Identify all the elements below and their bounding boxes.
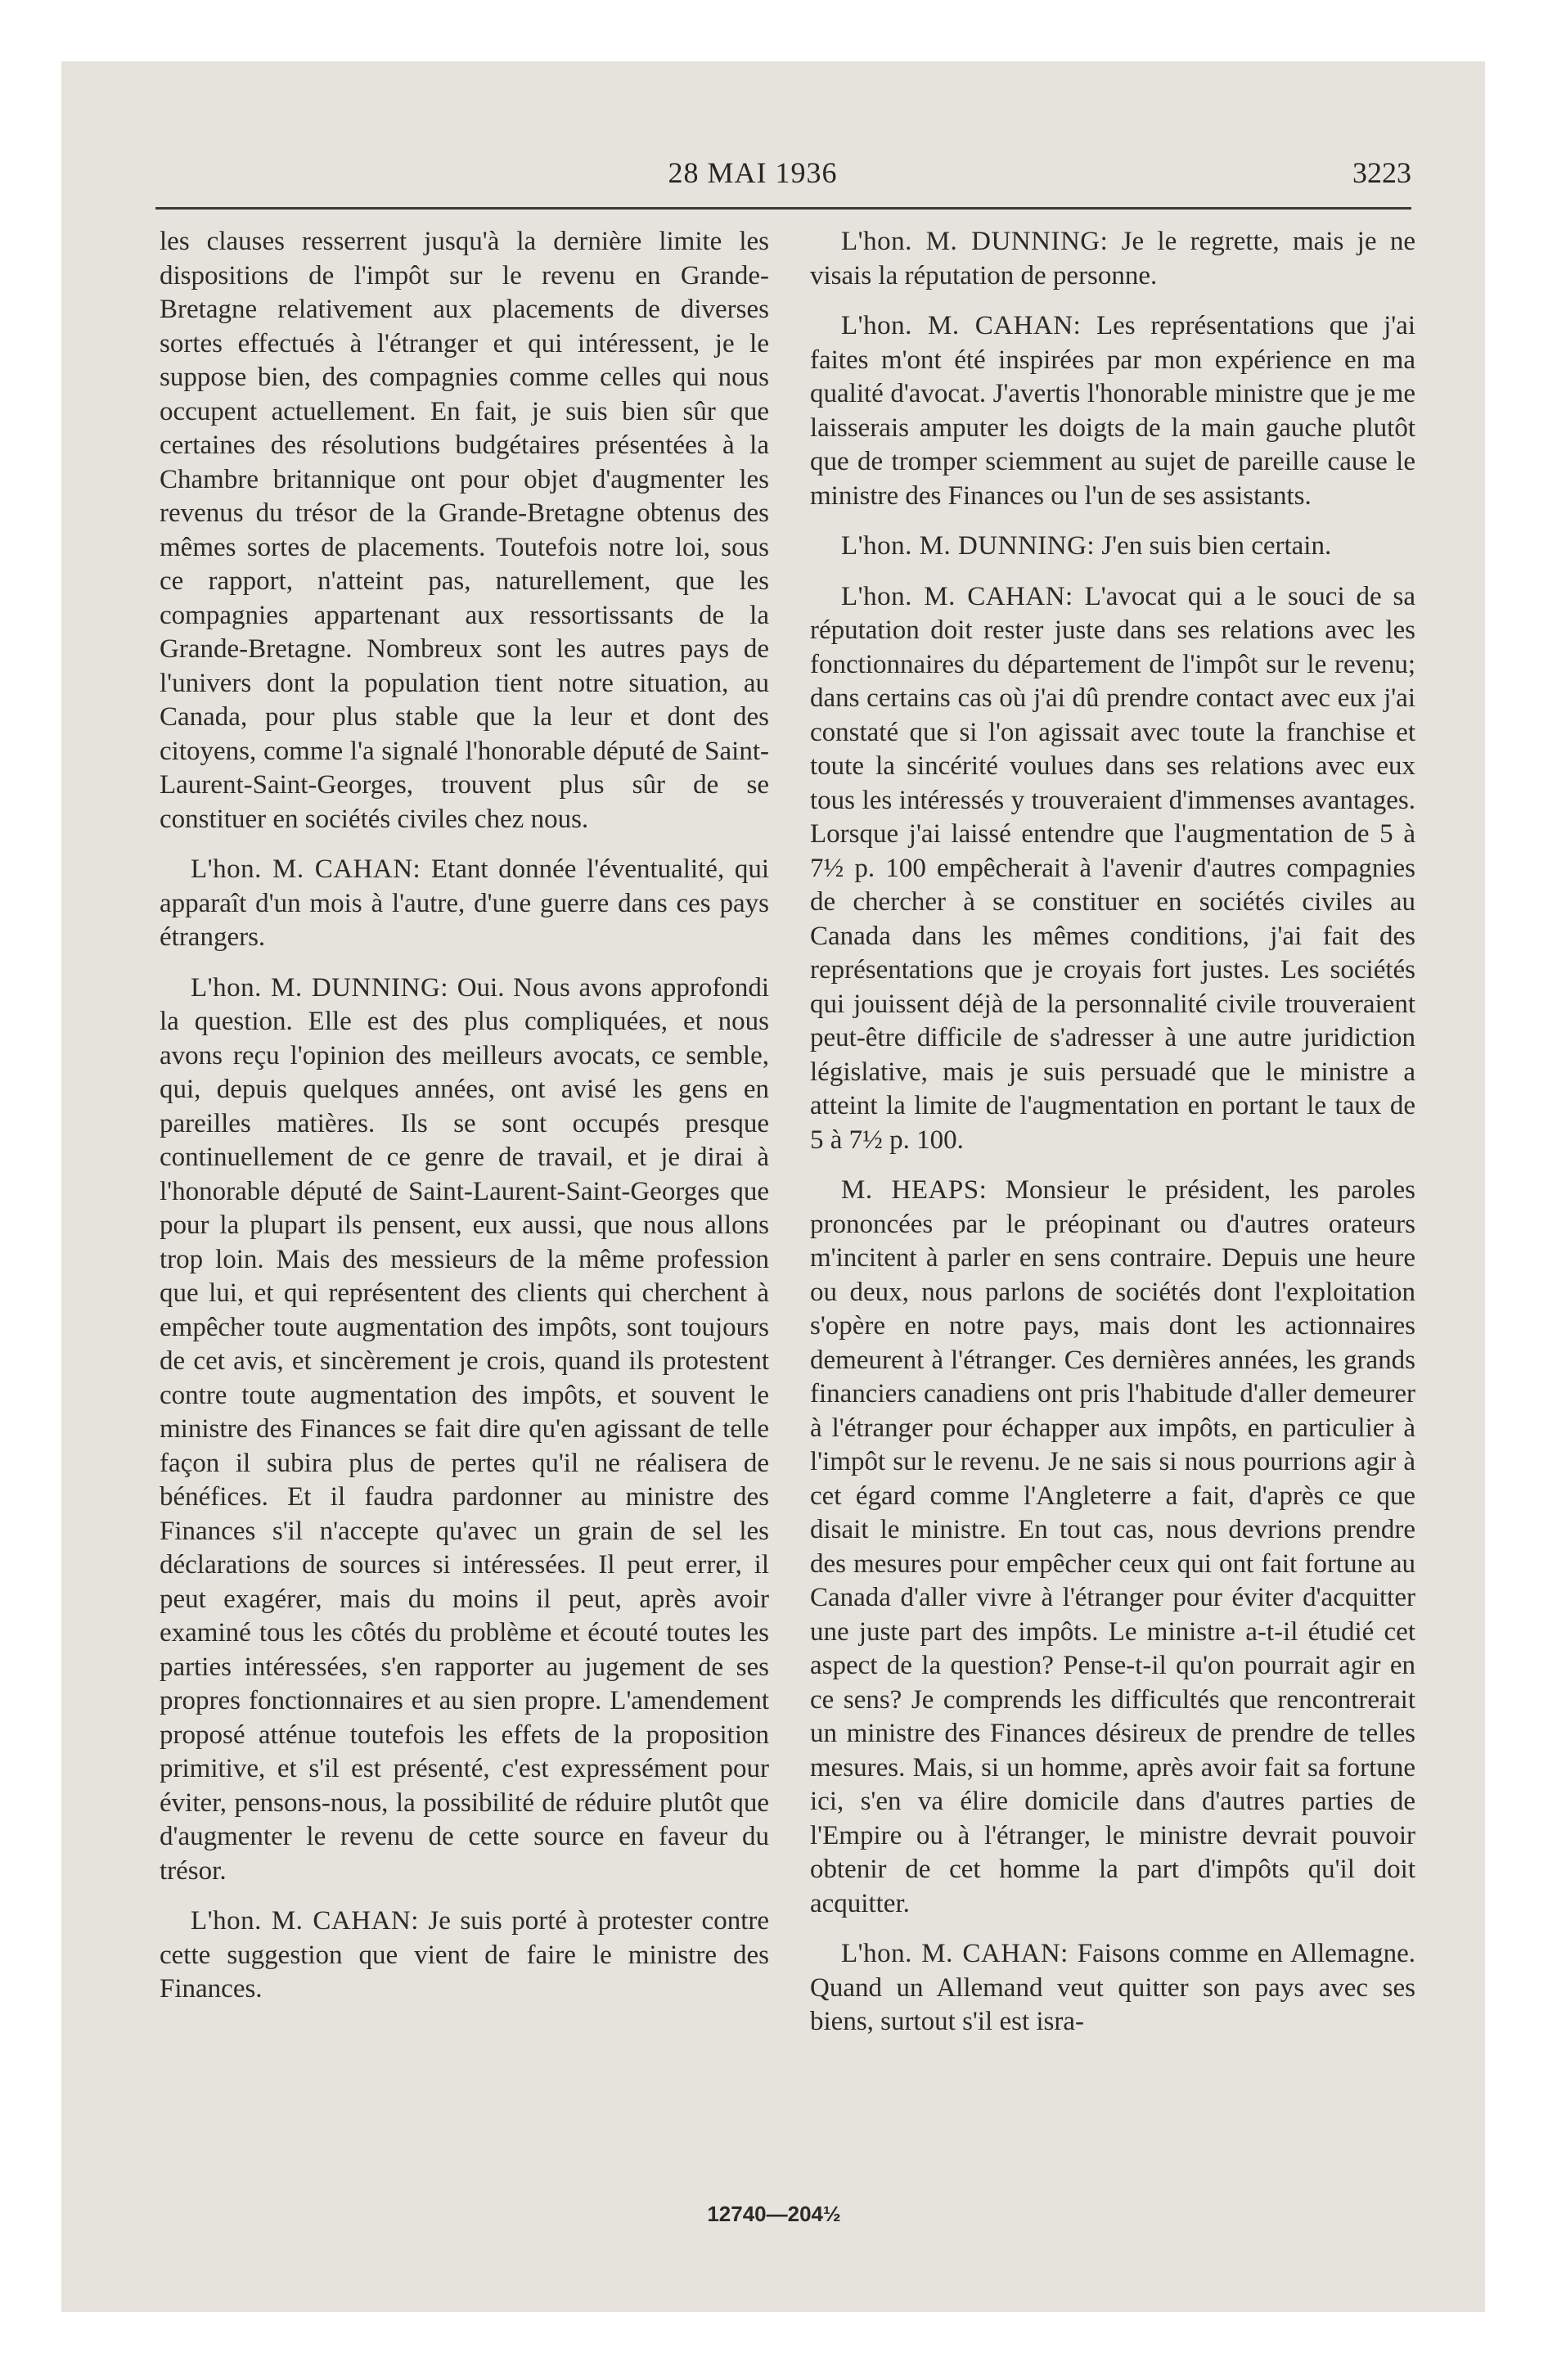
speech-text: Les représentations que j'ai faites m'ont été inspirées par mon expérience en ma qualité d'avocat. J'avertis l'honorable ministre que je me laisserais amputer les doigts de la main gauche plutôt que de tromper sciemment au sujet de pareille cause le ministre des Finances ou l'un de ses assistants. <box>810 311 1416 511</box>
paragraph <box>810 1174 1415 1921</box>
speaker-name: L'hon. M. CAHAN: <box>191 1906 419 1936</box>
speech-text: Monsieur le président, les paroles prononcées par le préopinant ou d'autres orateurs m'incitent à parler en sens contraire. Depuis une heure ou deux, nous parlons de sociétés dont l'exploitation s'opère en notre pays, mais dont les actionnaires demeurent à l'étranger. Ces dernières années, les grands financiers canadiens ont pris l'habitude d'aller demeurer à l'étranger pour échapper aux impôts, en particulier à l'impôt sur le revenu. Je ne sais si nous pourrions agir à cet égard comme l'Angleterre a fait, d'après ce que disait le ministre. En tout cas, nous devrions prendre des mesures pour empêcher ceux qui ont fait fortune au Canada d'aller vivre à l'étranger pour éviter d'acquitter une juste part des impôts. Le ministre a-t-il étudié cet aspect de la question? Pense-t-il qu'on pourrait agir en ce sens? Je comprends les difficultés que rencontrerait un ministre des Finances désireux de prendre de telles mesures. Mais, si un homme, après avoir fait sa fortune ici, s'en va élire domicile dans d'autres parties de l'Empire ou à l'étranger, le ministre devrait pouvoir obtenir de cet homme la part d'impôts qu'il doit acquitter. <box>810 1175 1415 1918</box>
speech-text: J'en suis bien certain. <box>1095 531 1332 561</box>
page-number: 3223 <box>1352 156 1411 189</box>
speaker-name: L'hon. M. DUNNING: <box>191 972 448 1003</box>
page-header <box>94 156 1411 205</box>
speaker-name: M. HEAPS: <box>841 1175 988 1205</box>
paragraph <box>160 853 769 955</box>
speech-text: Faisons comme en Allemagne. Quand un Allemand veut quitter son pays avec ses biens, surtout s'il est isra- <box>810 1939 1415 2036</box>
page-date: 28 MAI 1936 <box>668 156 838 189</box>
right-column <box>810 225 1415 2040</box>
paragraph <box>810 580 1415 1158</box>
header-rule <box>155 207 1411 210</box>
paragraph: les clauses resserrent jusqu'à la dernière limite les dispositions de l'impôt sur le revenu en Grande-Bretagne relativement aux placements de diverses sortes effectués à l'étranger et qui intéressent, je le suppose bien, des compagnies comme celles qui nous occupent actuellement. En fait, je suis bien sûr que certaines des résolutions budgétaires présentées à la Chambre britannique ont pour objet d'augmenter les revenus du trésor de la Grande-Bretagne obtenus des mêmes sortes de placements. Toutefois notre loi, sous ce rapport, n'atteint pas, naturellement, que les compagnies appartenant aux ressortissants de la Grande-Bretagne. Nombreux sont les autres pays de l'univers dont la population tient notre situation, au Canada, pour plus stable que la leur et dont des citoyens, comme l'a signalé l'honorable député de Saint-Laurent-Saint-Georges, trouvent plus sûr de se constituer en sociétés civiles chez nous. <box>160 227 769 834</box>
paragraph <box>810 309 1415 513</box>
speech-text: L'avocat qui a le souci de sa réputation doit rester juste dans ses relations avec les fonctionnaires du département de l'impôt sur le revenu; dans certains cas où j'ai dû prendre contact avec eux j'ai constaté que si l'on agissait avec toute la franchise et toute la sincérité voulues dans ses relations avec eux tous les intéressés y trouveraient d'immenses avantages. Lorsque j'ai laissé entendre que l'augmentation de 5 à 7½ p. 100 empêcherait à l'avenir d'autres compagnies de chercher à se constituer en sociétés civiles au Canada dans les mêmes conditions, j'ai fait des représentations que je croyais fort justes. Les sociétés qui jouissent déjà de la personnalité civile trouveraient peut-être difficile de s'adresser à une autre juridiction législative, mais je suis persuadé que le ministre a atteint la limite de l'augmentation en portant le taux de 5 à 7½ p. 100. <box>810 581 1416 1155</box>
speaker-name: L'hon. M. CAHAN: <box>191 854 421 884</box>
speaker-name: L'hon. M. CAHAN: <box>841 1939 1069 1968</box>
left-column <box>160 225 769 2007</box>
printer-signature: 12740—204½ <box>707 2202 841 2226</box>
speaker-name: L'hon. M. CAHAN: <box>841 581 1073 611</box>
speech-text: Je le regrette, mais je ne visais la réputation de personne. <box>810 227 1415 291</box>
speaker-name: L'hon. M. DUNNING: <box>841 227 1109 256</box>
paragraph <box>160 971 769 1889</box>
speech-text: Oui. Nous avons approfondi la question. Elle est des plus compliquées, et nous avons reçu l'opinion des meilleurs avocats, ce semble, qui, depuis quelques années, ont avisé les gens en pareilles matières. Ils se sont occupés presque continuellement de ce genre de travail, et je dirai à l'honorable député de Saint-Laurent-Saint-Georges que pour la plupart ils pensent, eux aussi, que nous allons trop loin. Mais des messieurs de la même profession que lui, et qui représentent des clients qui cherchent à empêcher toute augmentation des impôts, sont toujours de cet avis, et sincèrement je crois, quand ils protestent contre toute augmentation des impôts, et souvent le ministre des Finances se fait dire qu'en agissant de telle façon il subira plus de pertes qu'il ne réalisera de bénéfices. Et il faudra pardonner au ministre des Finances s'il n'accepte qu'avec un grain de sel les déclarations de sources si intéressées. Il peut errer, il peut exagérer, mais du moins il peut, après avoir examiné tous les côtés du problème et écouté toutes les parties intéressées, s'en rapporter au jugement de ses propres fonctionnaires et au sien propre. L'amendement proposé atténue toutefois les effets de la proposition primitive, et s'il est présenté, c'est expressément pour éviter, pensons-nous, la possibilité de réduire plutôt que d'augmenter le revenu de cette source en faveur du trésor. <box>160 972 769 1886</box>
paragraph <box>810 1937 1415 2040</box>
speaker-name: L'hon. M. CAHAN: <box>841 311 1082 340</box>
speech-text: Etant donnée l'éventualité, qui apparaît d'un mois à l'autre, d'une guerre dans ces pays étrangers. <box>160 854 770 952</box>
speaker-name: L'hon. M. DUNNING: <box>841 531 1096 561</box>
paragraph <box>810 225 1415 293</box>
paragraph <box>810 530 1415 564</box>
paragraph <box>160 1904 769 2007</box>
speech-text: Je suis porté à protester contre cette suggestion que vient de faire le ministre des Finances. <box>160 1906 770 2004</box>
